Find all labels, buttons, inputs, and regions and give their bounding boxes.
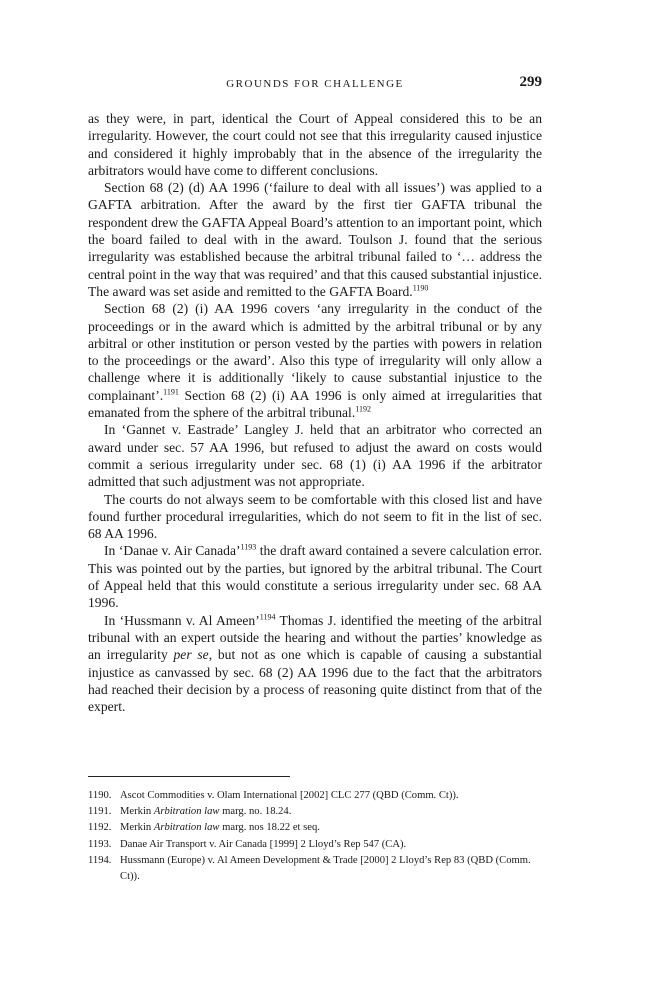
footnote-locator: marg. nos 18.22 et seq. bbox=[219, 822, 320, 834]
paragraph bbox=[88, 110, 542, 179]
paragraph bbox=[88, 491, 542, 543]
footnote-citation: Ascot Commodities v. Olam International [2002] CLC 277 (QBD (Comm. Ct)). bbox=[120, 790, 459, 801]
body-text bbox=[88, 110, 542, 715]
paragraph-text: In ‘Gannet v. Eastrade’ Langley J. held that an arbitrator who corrected an award under sec. 57 AA 1996, but refused to adjust the award on costs would commit a serious irregularity under sec. 68 (1) (i) AA 1996 if the arbitrator admitted that such adjustment was not appropriate. bbox=[88, 422, 542, 490]
page-number: 299 bbox=[519, 74, 542, 90]
footnote-citation: Hussmann (Europe) v. Al Ameen Development & Trade [2000] 2 Lloyd’s Rep 83 (QBD (Comm. Ct)). bbox=[120, 854, 531, 883]
footnote bbox=[88, 788, 542, 804]
paragraph-text: as they were, in part, identical the Court of Appeal considered this to be an irregularity. However, the court could not see that this irregularity caused injustice and considered it highly improbably that in the absence of the irregularity the arbitrators would have come to different conclusions. bbox=[88, 111, 542, 178]
footnote bbox=[88, 804, 542, 820]
footnote bbox=[88, 853, 542, 885]
paragraph bbox=[88, 300, 542, 421]
paragraph-text: In ‘Hussmann v. Al Ameen’ bbox=[104, 612, 260, 628]
paragraph-text: Section 68 (2) (i) AA 1996 is only aimed at irregularities that emanated from the sphere of the arbitral tribunal. bbox=[88, 387, 542, 421]
footnote-ref[interactable]: 1193 bbox=[240, 542, 257, 552]
footnote-title: Arbitration law bbox=[153, 822, 220, 834]
footnote-author: Merkin bbox=[120, 806, 154, 818]
footnote-number: 1194. bbox=[88, 854, 112, 866]
running-head: GROUNDS FOR CHALLENGE bbox=[226, 78, 404, 90]
footnote-divider bbox=[88, 776, 290, 777]
footnote-number: 1192. bbox=[88, 822, 112, 834]
page-header bbox=[88, 74, 542, 94]
paragraph-text: the draft award contained a severe calculation error. This was pointed out by the parties, but ignored by the arbitral tribunal. The Court of Appeal held that this would constitute a serious irregularity under sec. 68 AA 1996. bbox=[88, 543, 542, 611]
footnote-ref[interactable]: 1192 bbox=[355, 404, 371, 414]
footnote-ref[interactable]: 1194 bbox=[259, 612, 276, 622]
footnote-title: Arbitration law bbox=[153, 806, 220, 818]
paragraph-text: , but not as one which is capable of causing a substantial injustice as canvassed by sec. 68 (2) AA 1996 due to the fact that the arbitrators had reached their decision by a process of reasoning quite distinct from that of the expert. bbox=[88, 647, 543, 715]
footnote bbox=[88, 820, 542, 836]
paragraph-text: Thomas J. identified the meeting of the arbitral tribunal with an expert outside the hearing and without the parties’ knowledge as an irregularity bbox=[88, 612, 542, 663]
paragraph bbox=[88, 612, 542, 716]
paragraph bbox=[88, 179, 542, 300]
paragraph-text: The courts do not always seem to be comfortable with this closed list and have found further procedural irregularities, which do not seem to fit in the list of sec. 68 AA 1996. bbox=[88, 491, 542, 542]
footnote-number: 1191. bbox=[88, 806, 112, 818]
footnote-text bbox=[120, 788, 542, 804]
footnote-author: Merkin bbox=[120, 822, 154, 834]
latin-term: per se bbox=[173, 647, 209, 663]
footnote-number: 1193. bbox=[88, 838, 112, 850]
paragraph-text: Section 68 (2) (i) AA 1996 covers ‘any irregularity in the conduct of the proceedings or in the award which is admitted by the arbitral tribunal or by any arbitral or other institution or person vested by the parties with powers in relation to the proceedings or the award’. Also this type of irregularity will only allow a challenge where it is additionally ‘likely to cause substantial injustice to the complainant’. bbox=[88, 301, 542, 403]
footnote bbox=[88, 837, 542, 853]
footnote-citation: Danae Air Transport v. Air Canada [1999] 2 Lloyd’s Rep 547 (CA). bbox=[120, 838, 407, 850]
footnote-number: 1190. bbox=[88, 790, 112, 801]
footnote-locator: marg. no. 18.24. bbox=[219, 806, 292, 818]
footnote-ref[interactable]: 1190 bbox=[412, 283, 429, 293]
footnote-text bbox=[120, 804, 542, 820]
paragraph bbox=[88, 542, 542, 611]
paragraph bbox=[88, 421, 542, 490]
paragraph-text: In ‘Danae v. Air Canada’ bbox=[104, 543, 241, 559]
paragraph-text: Section 68 (2) (d) AA 1996 (‘failure to deal with all issues’) was applied to a GAFTA arbitration. After the award by the first tier GAFTA tribunal the respondent drew the GAFTA Appeal Board’s attention to an important point, which the board failed to deal with in the award. Toulson J. found that the serious irregularity was established because the arbitral tribunal failed to ‘… address the central point in the way that was required’ and that this caused substantial injustice. The award was set aside and remitted to the GAFTA Board. bbox=[88, 180, 542, 299]
footnote-ref[interactable]: 1191 bbox=[163, 387, 179, 397]
footnote-text bbox=[120, 820, 542, 836]
footnote-text bbox=[120, 837, 542, 853]
footnote-text bbox=[120, 853, 542, 885]
footnotes bbox=[88, 788, 542, 885]
